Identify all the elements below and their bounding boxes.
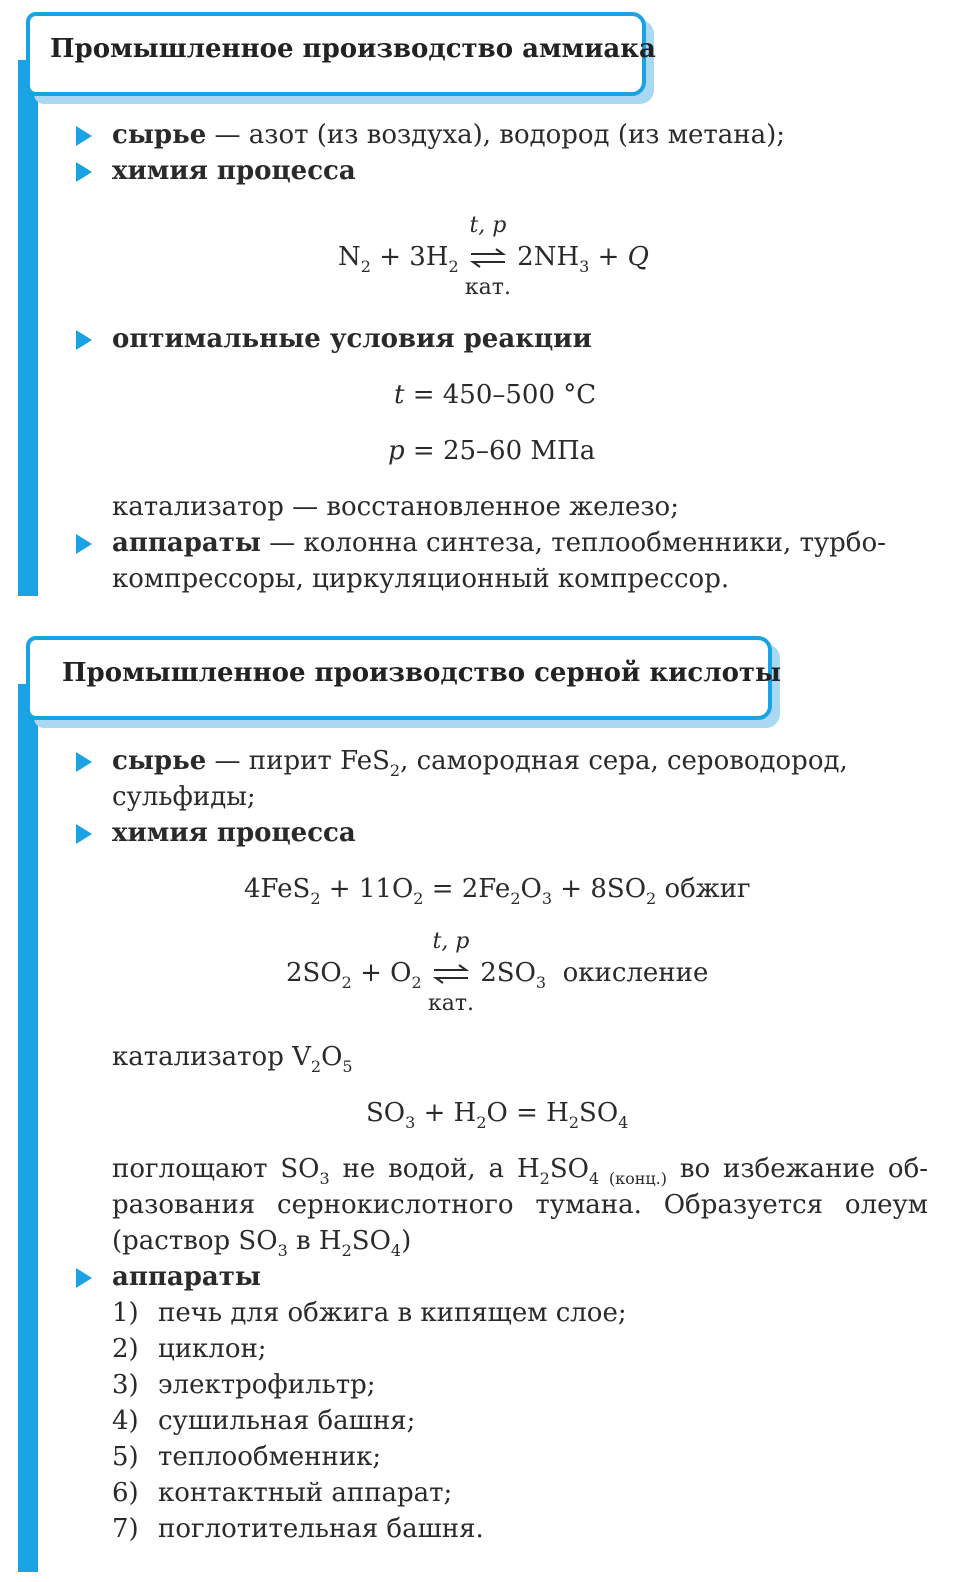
apparatus-list-item: 7) поглотительная башня. [112,1514,484,1544]
bullet-arrow-icon [76,162,92,182]
bullet-arrow-icon [76,330,92,350]
section2-accent-bar [18,684,38,1572]
apparatus-list-item: 5) теплообменник; [112,1442,382,1472]
section2-absorption-note: поглощают $SO_3$ не водой, а $H_2SO_{4 (конц.)}$ во избежание об- [112,1154,929,1188]
ammonia-synthesis-equation: $N_2 + 3H_2$ t, p кат. $2NH_3 + Q$ [338,213,649,300]
apparatus-list-item: 4) сушильная башня; [112,1406,416,1436]
raw-label: сырье [112,120,207,150]
section1-chem-label: химия процесса [112,156,356,186]
bullet-arrow-icon [76,1268,92,1288]
section2-absorption-note-cont: разования сернокислотного тумана. Образуется олеум [112,1190,928,1220]
bullet-arrow-icon [76,752,92,772]
oxidation-equation: $2SO_2 + O_2$ t, p кат. $2SO_3$ окисление [286,929,709,1016]
absorption-equation: $SO_3 + H_2O = H_2SO_4$ [366,1098,629,1132]
section2-chem-label: химия процесса [112,818,356,848]
apparatus-list-item: 2) циклон; [112,1334,267,1364]
section1-apparatus-cont: компрессоры, циркуляционный компрессор. [112,564,730,594]
bullet-arrow-icon [76,534,92,554]
section2-raw-materials: сырье — пирит FeS$_2$, самородная сера, сероводород, [112,746,848,780]
section2-apparatus-label: аппараты [112,1262,261,1292]
reversible-arrow-icon: t, p кат. [464,213,511,300]
roasting-equation: $4FeS_2 + 11O_2 = 2Fe_2O_3 + 8SO_2$ обжиг [244,874,751,908]
apparatus-list-item: 3) электрофильтр; [112,1370,376,1400]
bullet-arrow-icon [76,126,92,146]
section1-conditions-label: оптимальные условия реакции [112,324,592,354]
temperature-condition: t = 450–500 °C [394,380,597,410]
apparatus-list-item: 1) печь для обжига в кипящем слое; [112,1298,627,1328]
section1-catalyst: катализатор — восстановленное железо; [112,492,679,522]
reversible-arrow-icon: t, p кат. [427,929,474,1016]
bullet-arrow-icon [76,824,92,844]
section1-title: Промышленное производство аммиака [50,34,656,64]
apparatus-list-item: 6) контактный аппарат; [112,1478,453,1508]
section1-accent-bar [18,60,38,596]
section1-raw-materials [112,118,785,152]
section1-apparatus: аппараты — колонна синтеза, теплообменники, турбо- [112,528,886,558]
section2-title: Промышленное производство серной кислоты [62,658,782,688]
section2-catalyst: катализатор $V_2O_5$ [112,1042,353,1076]
raw-text: — азот (из воздуха), водород (из метана); [206,120,785,150]
section2-raw-materials-cont: сульфиды; [112,782,256,812]
pressure-condition: p = 25–60 МПа [388,436,596,466]
section2-oleum-note: (раствор $SO_3$ в $H_2SO_4$) [112,1226,412,1260]
